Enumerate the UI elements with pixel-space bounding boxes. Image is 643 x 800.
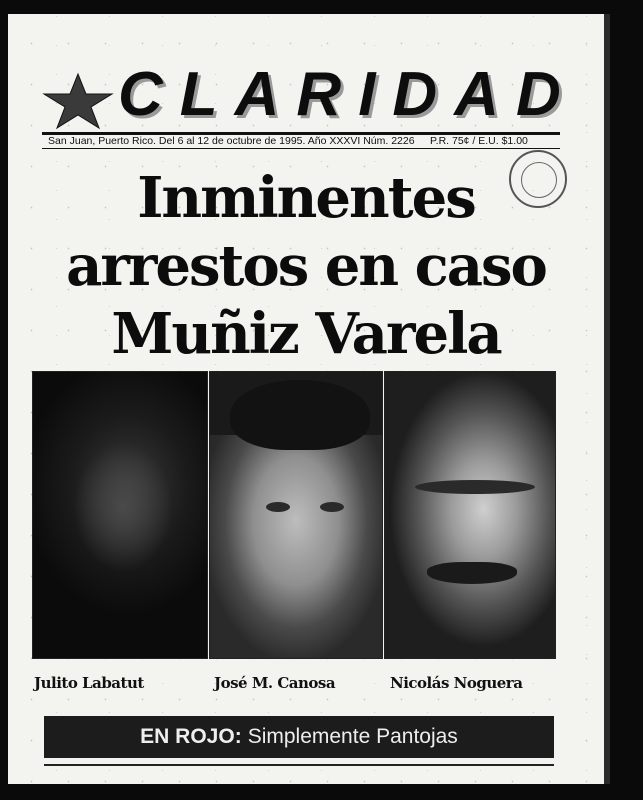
masthead-rule-bottom xyxy=(42,148,560,149)
photo-caption: Nicolás Noguera xyxy=(390,674,523,692)
photo-face-shadow xyxy=(73,442,173,572)
main-headline xyxy=(28,164,584,367)
en-rojo-banner xyxy=(44,716,554,758)
photo-strip xyxy=(32,371,556,659)
headline-line-2: arrestos en caso xyxy=(66,233,546,299)
photo-julito-labatut xyxy=(32,371,208,659)
headline-line-3: Muñiz Varela xyxy=(111,301,501,367)
banner-lead: EN ROJO: xyxy=(140,725,242,748)
photo-captions xyxy=(32,674,572,696)
masthead xyxy=(42,60,578,134)
newspaper-logo: CLARIDAD xyxy=(118,60,578,129)
photo-nicolas-noguera xyxy=(384,371,556,659)
dateline: San Juan, Puerto Rico. Del 6 al 12 de octubre de 1995. Año XXXVI Núm. 2226 xyxy=(48,135,415,147)
photo-eye xyxy=(320,502,344,512)
photo-eye xyxy=(266,502,290,512)
photo-brow xyxy=(415,480,535,494)
photo-hair xyxy=(230,380,370,450)
star-icon xyxy=(42,72,114,130)
photo-caption: José M. Canosa xyxy=(214,674,336,692)
photo-jose-canosa xyxy=(209,371,383,659)
page-edge-shadow xyxy=(604,14,610,784)
newspaper-front-page xyxy=(8,14,604,784)
banner-text: Simplemente Pantojas xyxy=(247,725,458,748)
bottom-rule xyxy=(44,764,554,766)
photo-mustache xyxy=(427,562,517,584)
headline-line-1: Inminentes xyxy=(137,165,475,231)
photo-caption: Julito Labatut xyxy=(34,674,144,692)
price: P.R. 75¢ / E.U. $1.00 xyxy=(430,135,528,147)
